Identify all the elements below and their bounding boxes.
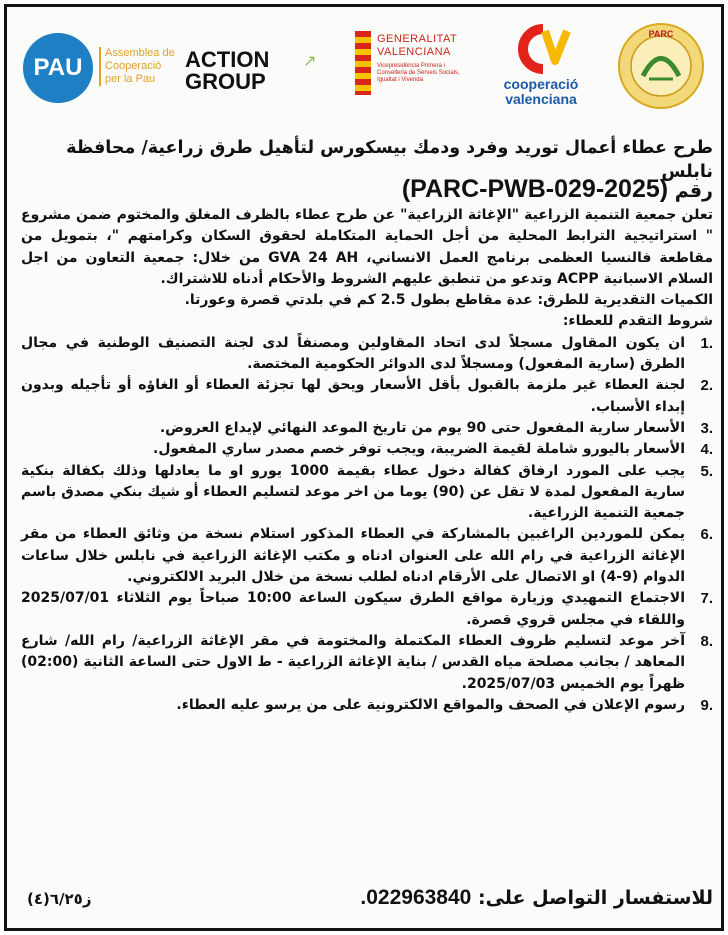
- cooperacio-valenciana-logo: [491, 21, 591, 111]
- condition-item: 4. الأسعار باليورو شاملة لقيمة الضريبة، ويجب توفر خصم مصدر ساري المفعول.: [153, 441, 713, 459]
- logo-bar: [7, 7, 721, 117]
- condition-item: 7. الاجتماع التمهيدي وزيارة مواقع الطرق سيكون الساعة 10:00 صباحاً يوم الثلاثاء 2025/07/01 واللقاء في مجلس قروي قصرة.: [21, 590, 713, 628]
- tender-body: [21, 205, 713, 716]
- senyera-icon: [355, 31, 371, 95]
- condition-item: 3. الأسعار سارية المفعول حتى 90 يوم من تاريخ الموعد النهائي لإيداع العروض.: [159, 419, 713, 437]
- arrow-icon: ↗: [303, 51, 317, 70]
- conditions-heading: شروط التقدم للعطاء:: [562, 313, 713, 330]
- conditions-list: [21, 333, 713, 716]
- generalitat-logo-subtitle: Vicepresidència Primera i Conselleria de Serveis Socials, Igualtat i Vivenda: [377, 63, 460, 83]
- contact-phone: 022963840.: [360, 886, 472, 909]
- reference-code: (PARC-PWB-029-2025): [401, 175, 669, 203]
- svg-text:PARC: PARC: [648, 29, 674, 39]
- condition-item: 9. رسوم الإعلان في الصحف والمواقع الالكترونية على من يرسو عليه العطاء.: [176, 696, 713, 714]
- tender-title: طرح عطاء أعمال توريد وفرد ودمك بيسكورس لتأهيل طرق زراعية/ محافظة نابلس: [66, 138, 713, 182]
- pau-logo: [19, 21, 179, 111]
- contact-label: للاستفسار التواصل على:: [477, 887, 713, 909]
- pau-logo-mark: PAU: [23, 33, 93, 103]
- cv-mark-icon: [509, 21, 573, 77]
- tender-reference: [21, 175, 713, 205]
- issue-reference: ز٦/٢٥(٤): [27, 890, 92, 908]
- condition-item: 1. ان يكون المقاول مسجلاً لدى اتحاد المقاولين ومصنفاً لدى لجنة التصنيف الوطنية في مجال الطرق (سارية المفعول) ومسجلاً لدى الدوائر الحكومية المختصة.: [21, 334, 713, 373]
- reference-prefix: رقم: [674, 180, 713, 202]
- generalitat-logo-title: GENERALITAT VALENCIANA: [377, 33, 458, 58]
- condition-item: 2. لجنة العطاء غير ملزمة بالقبول بأقل الأسعار ويحق لها تجزئة العطاء أو الغاؤه أو تأجيله وبدون إبداء الأسباب.: [21, 377, 713, 415]
- condition-item: 5. يجب على المورد ارفاق كفالة دخول عطاء بقيمة 1000 يورو او ما يعادلها وذلك بكفالة بنكية سارية المفعول لمدة لا تقل عن (90) يوما من اخر موعد لتسليم العطاء أو شيك بنكي مصدق باسم جمعية التنمية الزراعية.: [21, 462, 713, 522]
- advertisement-frame: [4, 4, 724, 931]
- action-group-logo-text: ACTION GROUP: [185, 47, 270, 94]
- parc-emblem-icon: [609, 21, 713, 111]
- intro-paragraph: تعلن جمعية التنمية الزراعية "الإغاثة الزراعية" عن طرح عطاء بالظرف المغلق والمختوم ضمن مشروع " استراتيجية الترابط المحلية من أجل الحماية المتكاملة لحقوق السكان وكرامتهم "، بتمويل من مقاطعة فالنسيا العظمى برنامج العمل الانساني، GVA 24 AH من خلال: جمعية التعاون من اجل السلام الاسبانية ACPP وتدعو من تنطبق عليهم الشروط والأحكام أدناه للاشتراك.: [21, 207, 713, 287]
- footer: [21, 883, 713, 917]
- contact-line: [360, 883, 713, 913]
- parc-logo: [607, 21, 715, 111]
- pau-logo-text: Assemblea de Cooperació per la Pau: [99, 47, 175, 86]
- generalitat-valenciana-logo: [353, 21, 483, 111]
- cooperacio-logo-text: cooperació valenciana: [503, 76, 579, 107]
- condition-item: 6. يمكن للموردين الراغبين بالمشاركة في العطاء المذكور استلام نسخة من وثائق العطاء من مقر الإغاثة الزراعية في رام الله على العنوان ادناه و مكتب الإغاثة الزراعية في نابلس خلال ساعات الدوام (9-4) او الاتصال على الأرقام ادناه لطلب نسخة من خلال البريد الالكتروني.: [21, 526, 713, 586]
- action-group-logo: [185, 21, 333, 111]
- condition-item: 8. آخر موعد لتسليم ظروف العطاء المكتملة والمختومة في مقر الإغاثة الزراعية/ رام الله/ شارع المعاهد / بجانب مصلحة مياه القدس / بناية الإغاثة الزراعية - ط الاول حتى الساعة الثانية (02:00) ظهراً يوم الخميس 2025/07/03.: [21, 632, 713, 692]
- quantities-line: الكميات التقديرية للطرق: عدة مقاطع بطول 2.5 كم في بلدتي قصرة وعورتا.: [184, 292, 713, 309]
